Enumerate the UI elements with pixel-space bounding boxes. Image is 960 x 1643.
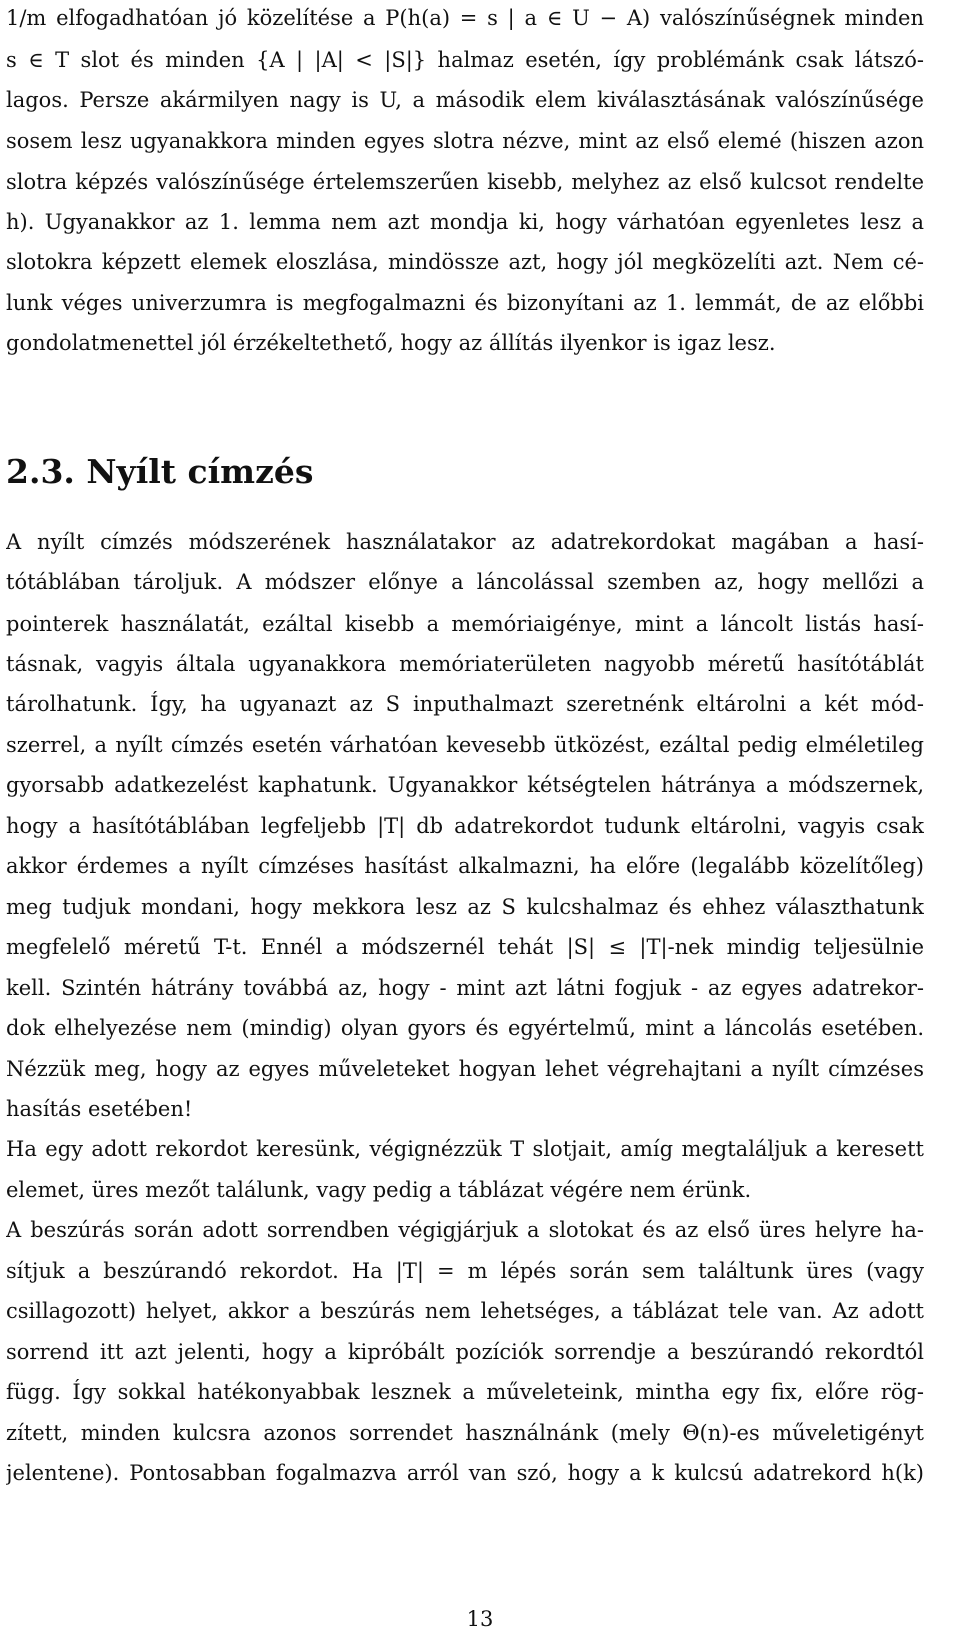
page-number: 13 [466,1607,494,1631]
section-heading: 2.3. Nyílt címzés [6,452,314,491]
text-line: h). Ugyanakkor az 1. lemma nem azt mondja ki, hogy várhatóan egyenletes lesz a [6,210,924,234]
text-line: tótáblában tároljuk. A módszer előnye a láncolással szemben az, hogy mellőzi a [6,570,924,594]
text-line: tárolhatunk. Így, ha ugyanazt az S inputhalmazt szeretnénk eltárolni a két mód- [6,692,924,716]
text-line: akkor érdemes a nyílt címzéses hasítást alkalmazni, ha előre (legalább közelítőleg) [6,854,924,878]
text-line: hogy a hasítótáblában legfeljebb |T| db adatrekordot tudunk eltárolni, vagyis csak [6,814,924,838]
text-line: hasítás esetében! [6,1097,193,1121]
text-line: A beszúrás során adott sorrendben végigjárjuk a slotokat és az első üres helyre ha- [6,1218,924,1242]
text-line: slotra képzés valószínűsége értelemszerűen kisebb, melyhez az első kulcsot rendelte [6,170,924,194]
text-line: Nézzük meg, hogy az egyes műveleteket hogyan lehet végrehajtani a nyílt címzéses [6,1057,924,1081]
text-line: megfelelő méretű T-t. Ennél a módszernél tehát |S| ≤ |T|-nek mindig teljesülnie [6,935,924,959]
text-line: szerrel, a nyílt címzés esetén várhatóan kevesebb ütközést, ezáltal pedig elméletileg [6,733,924,757]
text-line: gondolatmenettel jól érzékeltethető, hogy az állítás ilyenkor is igaz lesz. [6,331,776,355]
text-line: dok elhelyezése nem (mindig) olyan gyors és egyértelmű, mint a láncolás esetében. [6,1016,924,1040]
text-line: függ. Így sokkal hatékonyabbak lesznek a műveleteink, mintha egy fix, előre rög- [6,1380,924,1404]
text-line: s ∈ T slot és minden {A | |A| < |S|} halmaz esetén, így problémánk csak látszó- [6,48,924,72]
text-line: elemet, üres mezőt találunk, vagy pedig a táblázat végére nem érünk. [6,1178,752,1202]
text-line: gyorsabb adatkezelést kaphatunk. Ugyanakkor kétségtelen hátránya a módszernek, [6,773,924,797]
text-line: Ha egy adott rekordot keresünk, végignézzük T slotjait, amíg megtaláljuk a keresett [6,1137,924,1161]
text-line: 1/m elfogadhatóan jó közelítése a P(h(a) = s | a ∈ U − A) valószínűségnek minden [6,6,924,30]
text-line: pointerek használatát, ezáltal kisebb a memóriaigénye, mint a láncolt listás hasí- [6,612,924,636]
text-line: slotokra képzett elemek eloszlása, mindössze azt, hogy jól megközelíti azt. Nem cé- [6,250,924,274]
text-line: A nyílt címzés módszerének használatakor az adatrekordokat magában a hasí- [6,530,924,554]
text-line: zített, minden kulcsra azonos sorrendet használnánk (mely Θ(n)-es műveletigényt [6,1421,924,1445]
text-line: lunk véges univerzumra is megfogalmazni és bizonyítani az 1. lemmát, de az előbbi [6,291,924,315]
text-line: csillagozott) helyet, akkor a beszúrás nem lehetséges, a táblázat tele van. Az adott [6,1299,924,1323]
text-line: sítjuk a beszúrandó rekordot. Ha |T| = m lépés során sem találtunk üres (vagy [6,1259,924,1283]
text-line: tásnak, vagyis általa ugyanakkora memóriaterületen nagyobb méretű hasítótáblát [6,652,924,676]
text-line: jelentene). Pontosabban fogalmazva arról van szó, hogy a k kulcsú adatrekord h(k) [6,1461,924,1485]
text-line: sosem lesz ugyanakkora minden egyes slotra nézve, mint az első elemé (hiszen azon [6,129,924,153]
text-line: kell. Szintén hátrány továbbá az, hogy - mint azt látni fogjuk - az egyes adatrekor- [6,976,924,1000]
text-line: lagos. Persze akármilyen nagy is U, a második elem kiválasztásának valószínűsége [6,88,924,112]
text-line: sorrend itt azt jelenti, hogy a kipróbált pozíciók sorrendje a beszúrandó rekordtól [6,1340,924,1364]
text-line: meg tudjuk mondani, hogy mekkora lesz az S kulcshalmaz és ehhez választhatunk [6,895,924,919]
